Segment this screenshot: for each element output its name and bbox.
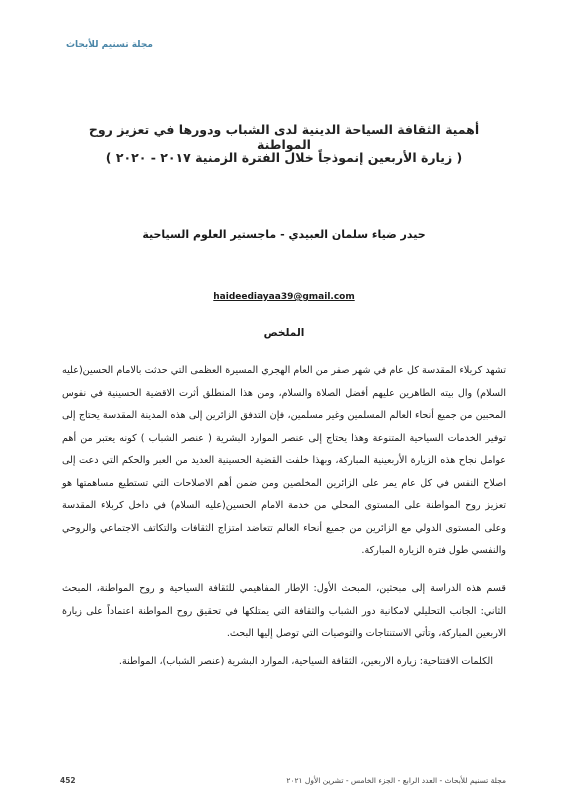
abstract-paragraph-1: تشهد كربلاء المقدسة كل عام في شهر صفر من العام الهجري المسيرة العظمى التي حدثت بالامام الحسين(عليه السلام) وال بيته الطاهرين عليهم أفضل الصلاة والسلام، ومن هذا المنطلق أثرت الاقضية الحسينية في نفوس المحبين من جميع أنحاء العالم المسلمين وغير مسلمين، فإن التدفق الزائرين إلى هذه المدينة المقدسة يحتاج إلى توفير الخدمات السياحية المتنوعة وهذا يحتاج إلى عنصر الموارد البشرية ( عنصر الشباب ) كونه يعتبر من أهم عوامل نجاح هذه الزيارة الأربعينية المباركة، وبهذا خلفت القضية الحسينية العديد من العبر والحكم التي دعت إلى اصلاح النفس في كل عام يمر على الزائرين المخلصين ومن ضمن أهم الاصلاحات التي تستطيع مساهمتها هو تعزيز روح المواطنة على المستوى المحلي من خدمة الامام الحسين(عليه السلام) في داخل كربلاء المقدسة وعلى المستوى الدولي مع الزائرين من جميع أنحاء العالم تتعاضد امتزاج الثقافات والتكاتف الاجتماعي والروحي والنفسي طول فترة الزيارة المباركة. bbox=[62, 365, 506, 556]
paper-title-line-2: ( زيارة الأربعين إنموذجاً خلال الفترة الزمنية ٢٠١٧ - ٢٠٢٠ ) bbox=[105, 150, 463, 165]
paper-title-line-1: أهمية الثقافة السياحة الدينية لدى الشباب ودورها في تعزيز روح المواطنة bbox=[88, 122, 480, 152]
journal-tag: مجلة تسنيم للأبحاث bbox=[66, 40, 153, 50]
page-number: 452 bbox=[60, 776, 76, 785]
page-footer bbox=[60, 776, 506, 785]
footer-citation: مجلة تسنيم للأبحاث - العدد الرابع - الجزء الخامس - تشرين الأول ٢٠٢١ bbox=[286, 776, 506, 785]
abstract-heading: الملخص bbox=[263, 327, 305, 339]
keywords: الكلمات الافتتاحية: زيارة الاربعين، الثقافة السياحية، الموارد البشرية (عنصر الشباب)، المواطنة. bbox=[118, 656, 493, 667]
abstract-paragraph-2: قسم هذه الدراسة إلى مبحثين، المبحث الأول: الإطار المفاهيمي للثقافة السياحية و روح المواطنة، المبحث الثاني: الجانب التحليلي لامكانية دور الشباب والثقافة التي يمتلكها في تحقيق روح المواطنة اعتماداً على زيارة الاربعين المباركة، وتأتي الاستنتاجات والتوصيات التي توصل إليها البحث. bbox=[62, 583, 506, 639]
author-email[interactable]: haideediayaa39@gmail.com bbox=[213, 292, 355, 302]
author-line: حيدر ضياء سلمان العبيدي - ماجستير العلوم السياحية bbox=[142, 228, 426, 241]
